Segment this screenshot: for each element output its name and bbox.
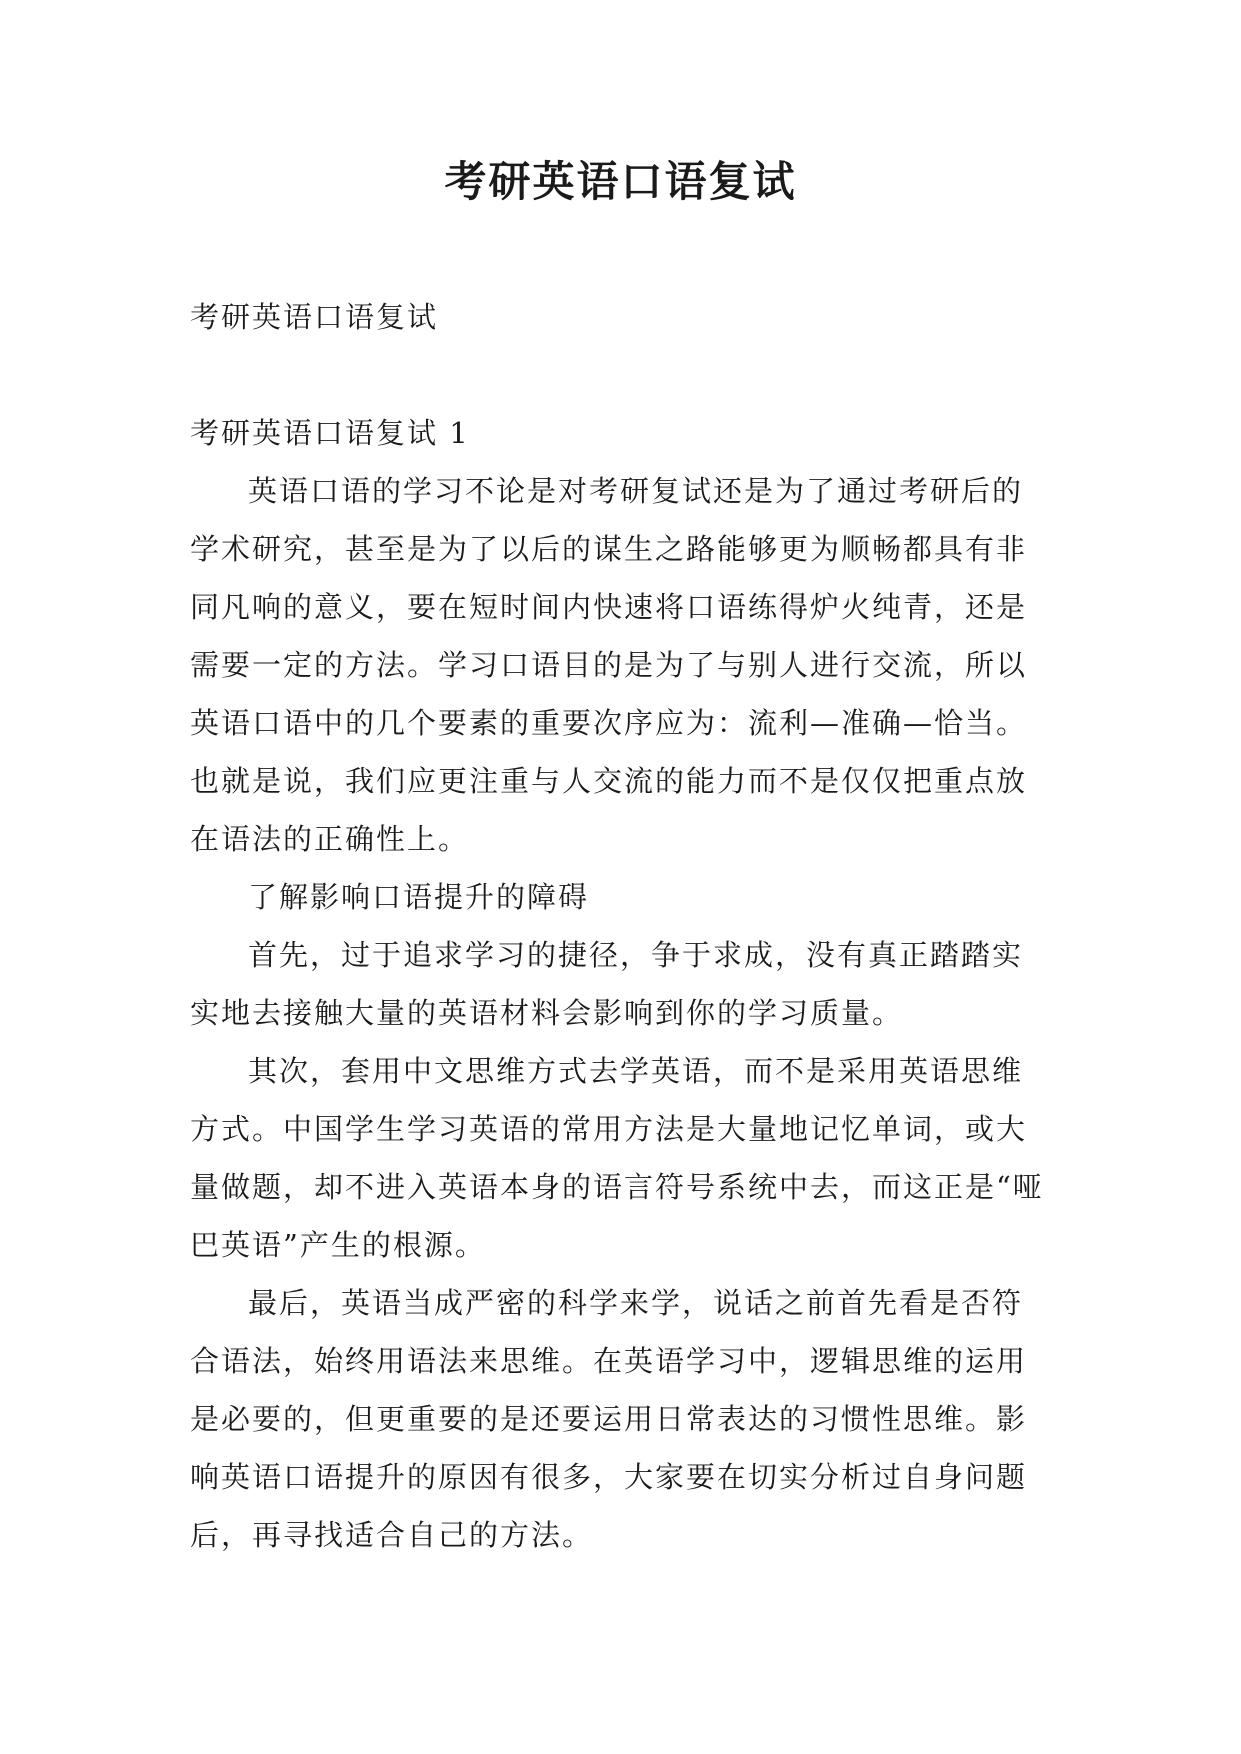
- body-paragraph-last: 最后，英语当成严密的科学来学，说话之前首先看是否符合语法，始终用语法来思维。在英语学习中，逻辑思维的运用是必要的，但更重要的是还要运用日常表达的习惯性思维。影响英语口语提升的原因有很多，大家要在切实分析过自身问题后，再寻找适合自己的方法。: [190, 1286, 1028, 1552]
- body-paragraph-subheading: 了解影响口语提升的障碍: [248, 880, 590, 914]
- body-paragraph-first: 首先，过于追求学习的捷径，争于求成，没有真正踏踏实实地去接触大量的英语材料会影响到你的学习质量。: [190, 938, 1024, 1030]
- document-body: [190, 288, 1050, 1564]
- body-paragraph-intro: 英语口语的学习不论是对考研复试还是为了通过考研后的学术研究，甚至是为了以后的谋生之路能够更为顺畅都具有非同凡响的意义，要在短时间内快速将口语练得炉火纯青，还是需要一定的方法。学习口语目的是为了与别人进行交流，所以英语口语中的几个要素的重要次序应为：流利—准确—恰当。也就是说，我们应更注重与人交流的能力而不是仅仅把重点放在语法的正确性上。: [190, 474, 1028, 856]
- document-subtitle: 考研英语口语复试: [190, 300, 439, 334]
- body-paragraph-second: 其次，套用中文思维方式去学英语，而不是采用英语思维方式。中国学生学习英语的常用方法是大量地记忆单词，或大量做题，却不进入英语本身的语言符号系统中去，而这正是“哑巴英语”产生的根源。: [190, 1054, 1044, 1262]
- document-title: 考研英语口语复试: [444, 157, 797, 206]
- section-heading: 考研英语口语复试 1: [190, 416, 470, 450]
